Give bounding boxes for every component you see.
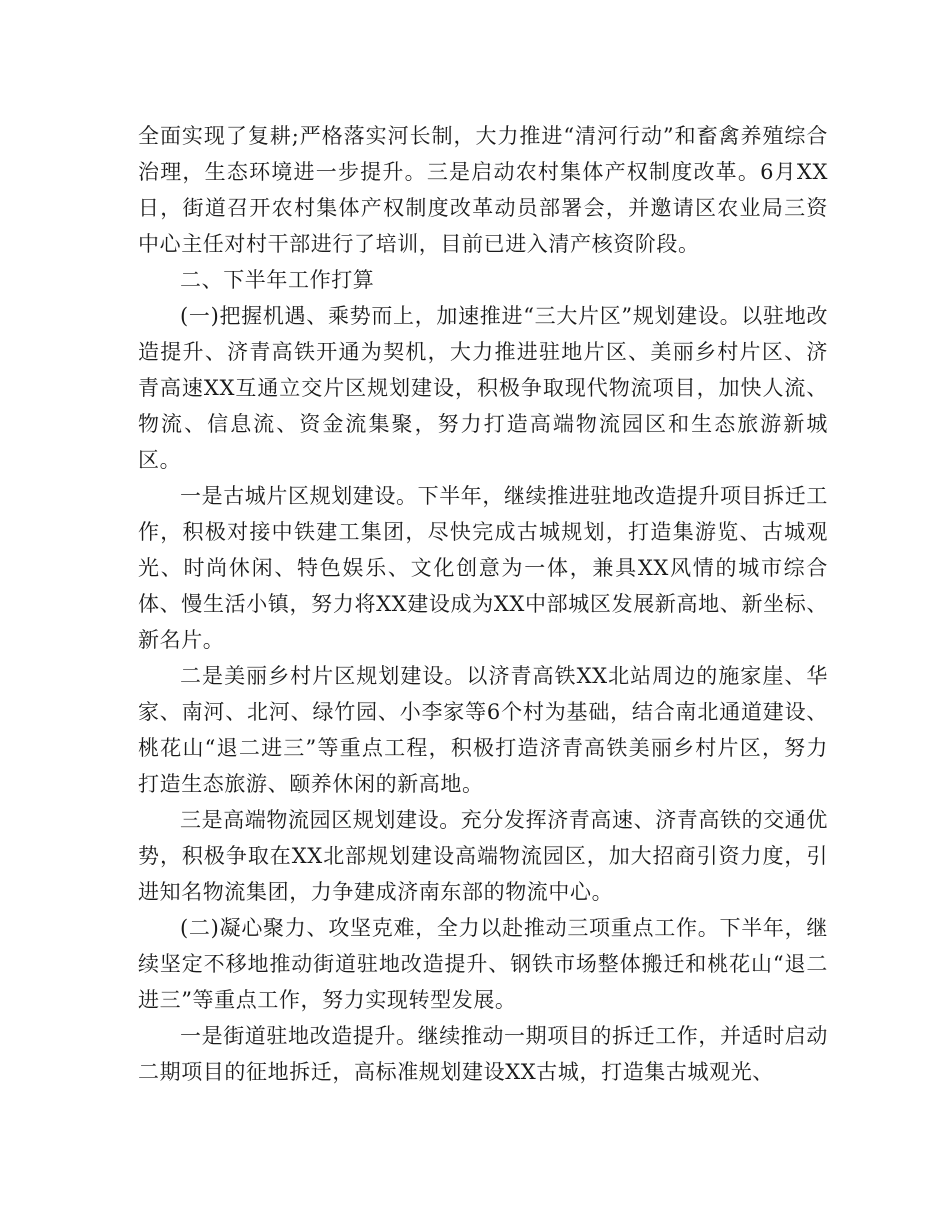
paragraph-beautiful-village: 二是美丽乡村片区规划建设。以济青高铁XX北站周边的施家崖、华家、南河、北河、绿竹园、小李家等6个村为基础，结合南北通道建设、桃花山“退二进三”等重点工程，积极打造济青高铁美丽乡村片区，努力打造生态旅游、颐养休闲的新高地。 [138,664,828,796]
section-heading: 二、下半年工作打算 [180,268,375,292]
paragraph-continuation: 全面实现了复耕;严格落实河长制，大力推进“清河行动”和畜禽养殖综合治理，生态环境进一步提升。三是启动农村集体产权制度改革。6月XX日，街道召开农村集体产权制度改革动员部署会，并邀请区农业局三资中心主任对村干部进行了培训，目前已进入清产核资阶段。 [138,124,828,256]
paragraph-logistics-park: 三是高端物流园区规划建设。充分发挥济青高速、济青高铁的交通优势，积极争取在XX北部规划建设高端物流园区，加大招商引资力度，引进知名物流集团，力争建成济南东部的物流中心。 [138,808,828,904]
paragraph-ancient-city: 一是古城片区规划建设。下半年，继续推进驻地改造提升项目拆迁工作，积极对接中铁建工集团，尽快完成古城规划，打造集游览、古城观光、时尚休闲、特色娱乐、文化创意为一体，兼具XX风情的城市综合体、慢生活小镇，努力将XX建设成为XX中部城区发展新高地、新坐标、新名片。 [138,484,828,652]
paragraph-station-renovation: 一是街道驻地改造提升。继续推动一期项目的拆迁工作，并适时启动二期项目的征地拆迁，高标准规划建设XX古城，打造集古城观光、 [138,1024,828,1084]
document-body [138,118,828,1090]
paragraph-subsection-1: (一)把握机遇、乘势而上，加速推进“三大片区”规划建设。以驻地改造提升、济青高铁开通为契机，大力推进驻地片区、美丽乡村片区、济青高速XX互通立交片区规划建设，积极争取现代物流项目，加快人流、物流、信息流、资金流集聚，努力打造高端物流园区和生态旅游新城区。 [138,304,828,472]
paragraph-subsection-2: (二)凝心聚力、攻坚克难，全力以赴推动三项重点工作。下半年，继续坚定不移地推动街道驻地改造提升、钢铁市场整体搬迁和桃花山“退二进三”等重点工作，努力实现转型发展。 [138,916,828,1012]
